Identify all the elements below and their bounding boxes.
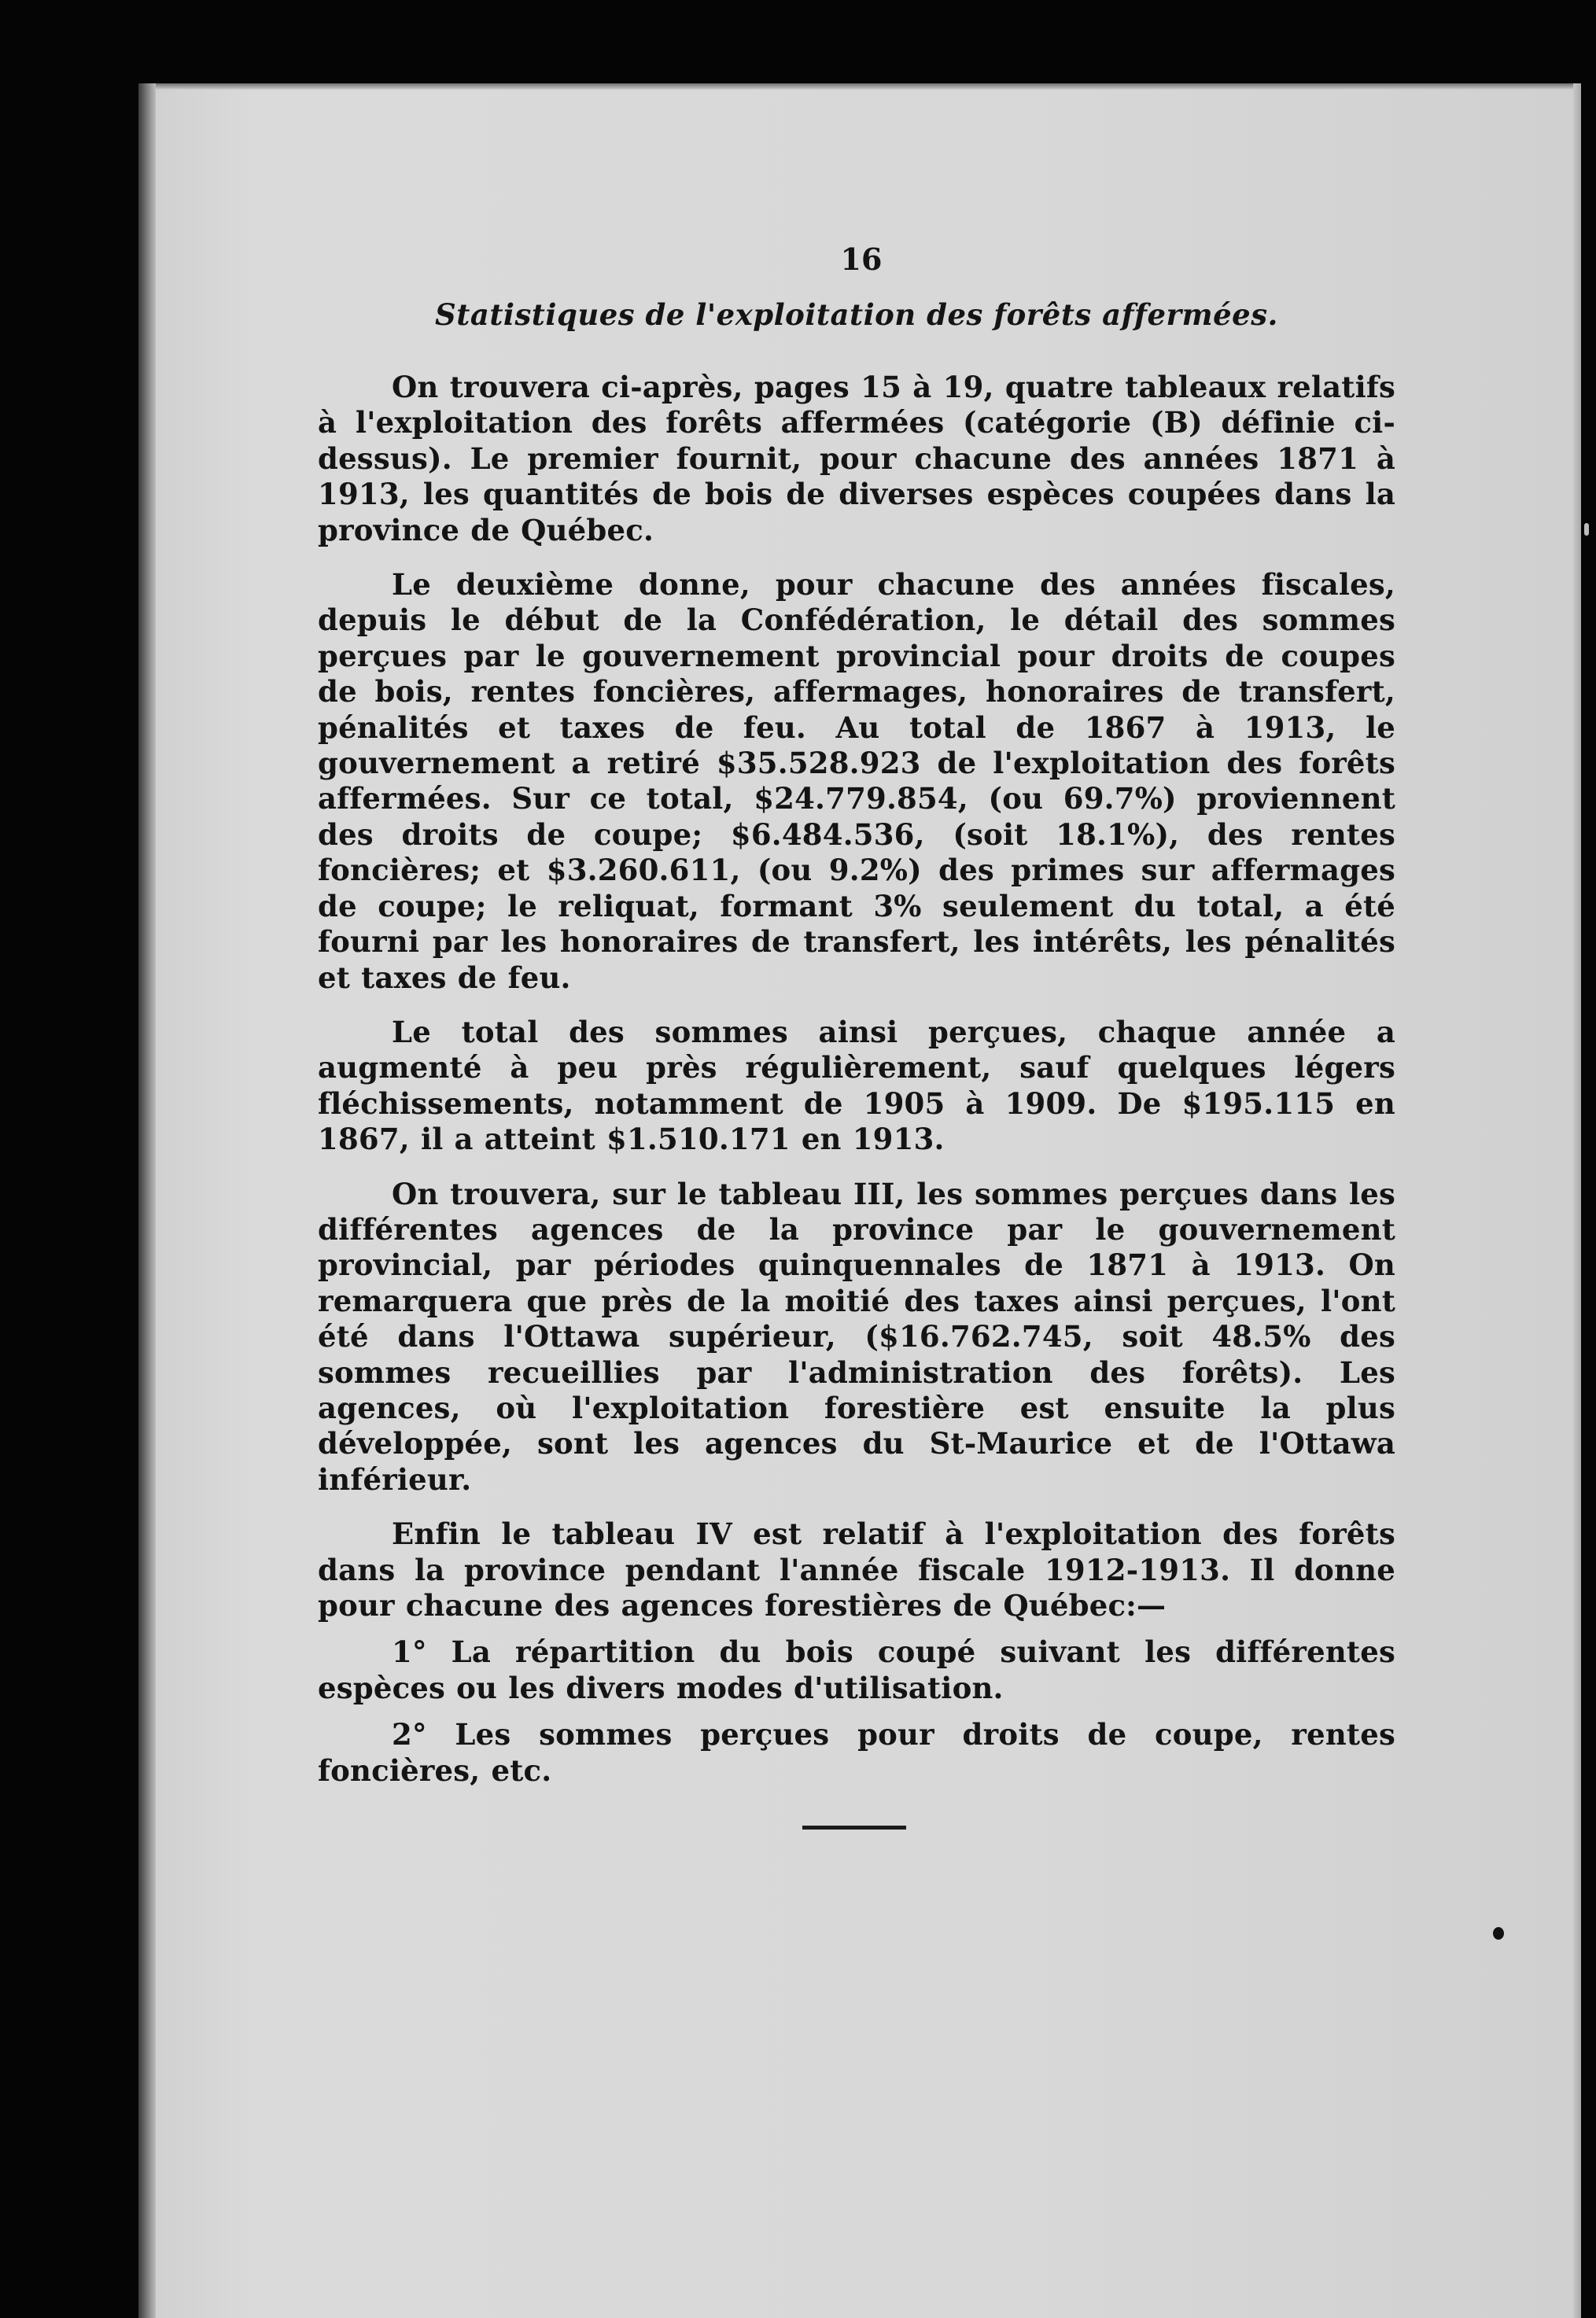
paragraph-text: 2° Les sommes perçues pour droits de coupe, rentes foncières, etc. [318, 1717, 1395, 1788]
paragraph-text: Le total des sommes ainsi perçues, chaque année a augmenté à peu près régulièrement, sauf quelques légers fléchissements, notamment de 1905 à 1909. De $195.115 en 1867, il a atteint $1.510.171 en 1913. [318, 1014, 1395, 1157]
closing-rule [802, 1826, 906, 1830]
sheet-right-edge [1573, 83, 1581, 2318]
section-title: Statistiques de l'exploitation des forêts affermées. [435, 297, 1278, 332]
sheet-binding-edge [138, 83, 156, 2318]
page-content [318, 236, 1395, 1808]
speck-mark [1493, 1927, 1504, 1940]
paragraph-text: 1° La répartition du bois coupé suivant les différentes espèces ou les divers modes d'utilisation. [318, 1634, 1395, 1705]
paragraph-text: On trouvera ci-après, pages 15 à 19, quatre tableaux relatifs à l'exploitation des forêts affermées (catégorie (B) définie ci-dessus). Le premier fournit, pour chacune des années 1871 à 1913, les quantités de bois de diverses espèces coupées dans la province de Québec. [318, 370, 1395, 547]
paragraph-table-four [318, 1516, 1395, 1623]
speck-mark [1584, 523, 1589, 536]
paragraph-text: Le deuxième donne, pour chacune des années fiscales, depuis le début de la Confédération, le détail des sommes perçues par le gouvernement provincial pour droits de coupes de bois, rentes foncières, affermages, honoraires de transfert, pénalités et taxes de feu. Au total de 1867 à 1913, le gouvernement a retiré $35.528.923 de l'exploitation des forêts affermées. Sur ce total, $24.779.854, (ou 69.7%) proviennent des droits de coupe; $6.484.536, (soit 18.1%), des rentes foncières; et $3.260.611, (ou 9.2%) des primes sur affermages de coupe; le reliquat, formant 3% seulement du total, a été fourni par les honoraires de transfert, les intérêts, les pénalités et taxes de feu. [318, 567, 1395, 995]
list-item-one [318, 1634, 1395, 1706]
paragraph-total [318, 1015, 1395, 1158]
paragraph-text: Enfin le tableau IV est relatif à l'exploitation des forêts dans la province pendant l'année fiscale 1912-1913. Il donne pour chacune des agences forestières de Québec:— [318, 1516, 1395, 1623]
list-item-two [318, 1717, 1395, 1789]
paragraph-text: On trouvera, sur le tableau III, les sommes perçues dans les différentes agences de la province par le gouvernement provincial, par périodes quinquennales de 1871 à 1913. On remarquera que près de la moitié des taxes ainsi perçues, l'ont été dans l'Ottawa supérieur, ($16.762.745, soit 48.5% des sommes recueillies par l'administration des forêts). Les agences, où l'exploitation forestière est ensuite la plus développée, sont les agences du St-Maurice et de l'Ottawa inférieur. [318, 1176, 1395, 1497]
paragraph-second-table [318, 567, 1395, 996]
paragraph-intro [318, 370, 1395, 548]
sheet-top-edge [138, 83, 1581, 90]
page-number: 16 [840, 241, 883, 277]
paragraph-table-three [318, 1177, 1395, 1498]
